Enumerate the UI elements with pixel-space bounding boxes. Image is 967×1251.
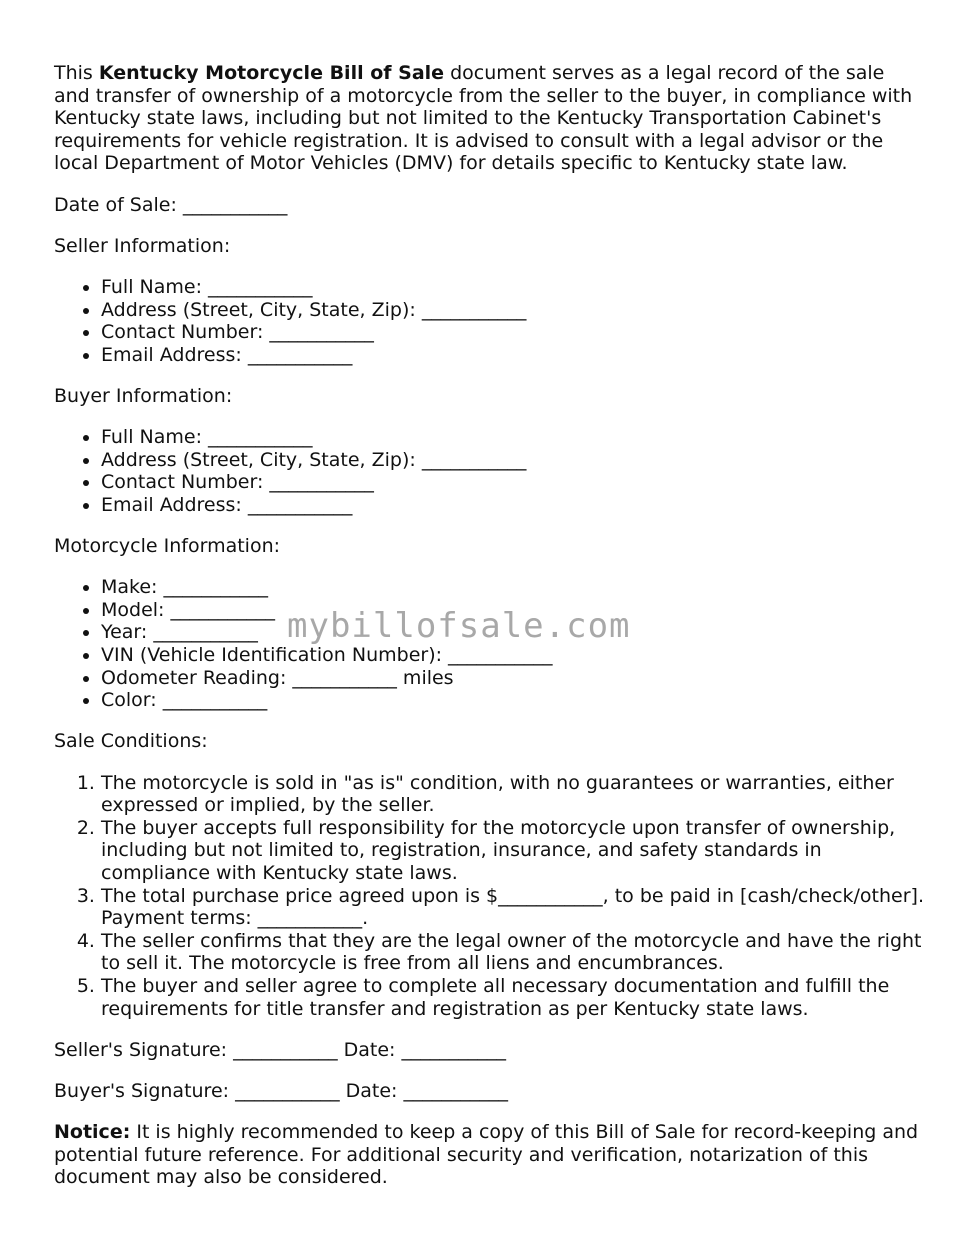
- motorcycle-year: • Year: ___________: [101, 621, 924, 644]
- seller-signature-line: Seller's Signature: ___________ Date: ___________: [54, 1038, 506, 1061]
- condition-item: 2. The buyer accepts full responsibility for the motorcycle upon transfer of ownership, including but not limited to, registration, insurance, and safety standards in compliance with Kentucky state laws.: [101, 817, 924, 885]
- buyer-full-name: • Full Name: ___________: [101, 426, 924, 449]
- motorcycle-make: • Make: ___________: [101, 576, 924, 599]
- condition-item: 5. The buyer and seller agree to complete all necessary documentation and fulfill the requirements for title transfer and registration as per Kentucky state laws.: [101, 975, 924, 1020]
- buyer-email: • Email Address: ___________: [101, 494, 924, 517]
- notice-paragraph: [54, 1121, 924, 1189]
- intro-text: document serves as a legal record of the sale and transfer of ownership of a motorcycle from the seller to the buyer, in compliance with Kentucky state laws, including but not limited to the Kentucky Transportation Cabinet's requirements for vehicle registration. It is advised to consult with a legal advisor or the local Department of Motor Vehicles (DMV) for details specific to Kentucky state law.: [54, 62, 913, 175]
- seller-list: [54, 276, 924, 366]
- notice-label: Notice:: [54, 1121, 131, 1144]
- condition-item: 3. The total purchase price agreed upon is $___________, to be paid in [cash/check/other]. Payment terms: ___________.: [101, 885, 924, 930]
- seller-contact-number: • Contact Number: ___________: [101, 321, 924, 344]
- motorcycle-vin: • VIN (Vehicle Identification Number): ___________: [101, 644, 924, 667]
- seller-address: • Address (Street, City, State, Zip): ___________: [101, 299, 924, 322]
- condition-item: 4. The seller confirms that they are the legal owner of the motorcycle and have the right to sell it. The motorcycle is free from all liens and encumbrances.: [101, 930, 924, 975]
- conditions-list: [54, 772, 924, 1021]
- conditions-heading: Sale Conditions:: [54, 730, 208, 753]
- motorcycle-odometer: • Odometer Reading: ___________ miles: [101, 667, 924, 690]
- intro-paragraph: [54, 62, 924, 175]
- notice-text: It is highly recommended to keep a copy of this Bill of Sale for record-keeping and potential future reference. For additional security and verification, notarization of this document may also be considered.: [54, 1121, 919, 1189]
- buyer-heading: Buyer Information:: [54, 384, 233, 407]
- condition-item: 1. The motorcycle is sold in "as is" condition, with no guarantees or warranties, either expressed or implied, by the seller.: [101, 772, 924, 817]
- seller-heading: Seller Information:: [54, 234, 231, 257]
- buyer-list: [54, 426, 924, 516]
- buyer-signature-line: Buyer's Signature: ___________ Date: ___________: [54, 1079, 508, 1102]
- watermark: mybillofsale.com: [287, 606, 631, 646]
- motorcycle-model: • Model: ___________: [101, 599, 924, 622]
- date-of-sale: Date of Sale: ___________: [54, 193, 288, 216]
- motorcycle-heading: Motorcycle Information:: [54, 535, 281, 558]
- document-title: Kentucky Motorcycle Bill of Sale: [98, 62, 445, 84]
- intro-prefix: This: [54, 62, 99, 84]
- buyer-contact-number: • Contact Number: ___________: [101, 471, 924, 494]
- seller-full-name: • Full Name: ___________: [101, 276, 924, 299]
- motorcycle-color: • Color: ___________: [101, 689, 924, 712]
- buyer-address: • Address (Street, City, State, Zip): ___________: [101, 449, 924, 472]
- seller-email: • Email Address: ___________: [101, 344, 924, 367]
